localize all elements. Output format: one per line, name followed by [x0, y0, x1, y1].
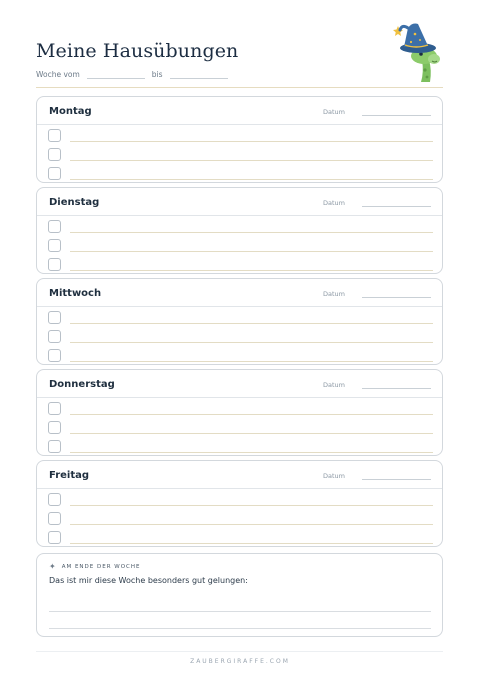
- task-writing-line[interactable]: [70, 323, 433, 324]
- week-end-card: [36, 553, 443, 637]
- day-card-donnerstag: [36, 369, 443, 456]
- date-label: Datum: [323, 199, 345, 207]
- task-checkbox[interactable]: [48, 531, 61, 544]
- task-row: [48, 493, 433, 507]
- date-label: Datum: [323, 381, 345, 389]
- task-checkbox[interactable]: [48, 421, 61, 434]
- task-writing-line[interactable]: [70, 433, 433, 434]
- task-checkbox[interactable]: [48, 330, 61, 343]
- day-card-mittwoch: [36, 278, 443, 365]
- task-writing-line[interactable]: [70, 505, 433, 506]
- date-field[interactable]: [362, 388, 431, 389]
- task-row: [48, 349, 433, 363]
- task-writing-line[interactable]: [70, 141, 433, 142]
- date-label: Datum: [323, 290, 345, 298]
- task-row: [48, 421, 433, 435]
- week-end-answer-line[interactable]: [49, 628, 431, 629]
- task-row: [48, 129, 433, 143]
- week-range: [36, 70, 228, 79]
- day-name: Donnerstag: [49, 379, 115, 390]
- task-writing-line[interactable]: [70, 342, 433, 343]
- task-writing-line[interactable]: [70, 452, 433, 453]
- task-row: [48, 167, 433, 181]
- task-row: [48, 311, 433, 325]
- date-field[interactable]: [362, 479, 431, 480]
- task-writing-line[interactable]: [70, 179, 433, 180]
- week-to-field[interactable]: [170, 71, 228, 79]
- page-title: Meine Hausübungen: [36, 40, 239, 62]
- task-checkbox[interactable]: [48, 493, 61, 506]
- task-row: [48, 330, 433, 344]
- day-card-dienstag: [36, 187, 443, 274]
- task-row: [48, 531, 433, 545]
- day-header: [37, 188, 442, 216]
- task-writing-line[interactable]: [70, 232, 433, 233]
- page-header: [36, 40, 444, 90]
- header-divider: [36, 87, 443, 88]
- week-from-label: Woche vom: [36, 70, 80, 79]
- task-checkbox[interactable]: [48, 440, 61, 453]
- day-card-freitag: [36, 460, 443, 547]
- date-field[interactable]: [362, 206, 431, 207]
- footer-divider: [36, 651, 443, 652]
- task-checkbox[interactable]: [48, 148, 61, 161]
- task-writing-line[interactable]: [70, 160, 433, 161]
- task-writing-line[interactable]: [70, 543, 433, 544]
- task-row: [48, 402, 433, 416]
- task-row: [48, 148, 433, 162]
- week-from-field[interactable]: [87, 71, 145, 79]
- week-end-prompt: Das ist mir diese Woche besonders gut gelungen:: [49, 576, 248, 585]
- task-checkbox[interactable]: [48, 167, 61, 180]
- task-row: [48, 239, 433, 253]
- day-name: Mittwoch: [49, 288, 102, 299]
- week-to-label: bis: [151, 70, 163, 79]
- footer-brand: ZAUBERGIRAFFE.COM: [190, 658, 290, 665]
- task-checkbox[interactable]: [48, 402, 61, 415]
- task-writing-line[interactable]: [70, 361, 433, 362]
- date-label: Datum: [323, 108, 345, 116]
- task-row: [48, 220, 433, 234]
- day-card-montag: [36, 96, 443, 183]
- task-checkbox[interactable]: [48, 239, 61, 252]
- task-row: [48, 512, 433, 526]
- day-header: [37, 370, 442, 398]
- task-writing-line[interactable]: [70, 524, 433, 525]
- task-row: [48, 258, 433, 272]
- day-name: Montag: [49, 106, 92, 117]
- task-writing-line[interactable]: [70, 251, 433, 252]
- task-checkbox[interactable]: [48, 512, 61, 525]
- day-header: [37, 279, 442, 307]
- task-checkbox[interactable]: [48, 129, 61, 142]
- week-end-label-row: [49, 562, 141, 571]
- day-name: Freitag: [49, 470, 90, 481]
- task-writing-line[interactable]: [70, 270, 433, 271]
- day-header: [37, 97, 442, 125]
- task-row: [48, 440, 433, 454]
- sparkle-icon: ✦: [49, 562, 57, 571]
- task-checkbox[interactable]: [48, 220, 61, 233]
- task-checkbox[interactable]: [48, 258, 61, 271]
- date-label: Datum: [323, 472, 345, 480]
- day-header: [37, 461, 442, 489]
- week-end-answer-line[interactable]: [49, 611, 431, 612]
- week-end-label: AM ENDE DER WOCHE: [61, 563, 141, 570]
- task-writing-line[interactable]: [70, 414, 433, 415]
- date-field[interactable]: [362, 115, 431, 116]
- day-name: Dienstag: [49, 197, 100, 208]
- task-checkbox[interactable]: [48, 311, 61, 324]
- wizard-giraffe-icon: [388, 20, 444, 84]
- task-checkbox[interactable]: [48, 349, 61, 362]
- date-field[interactable]: [362, 297, 431, 298]
